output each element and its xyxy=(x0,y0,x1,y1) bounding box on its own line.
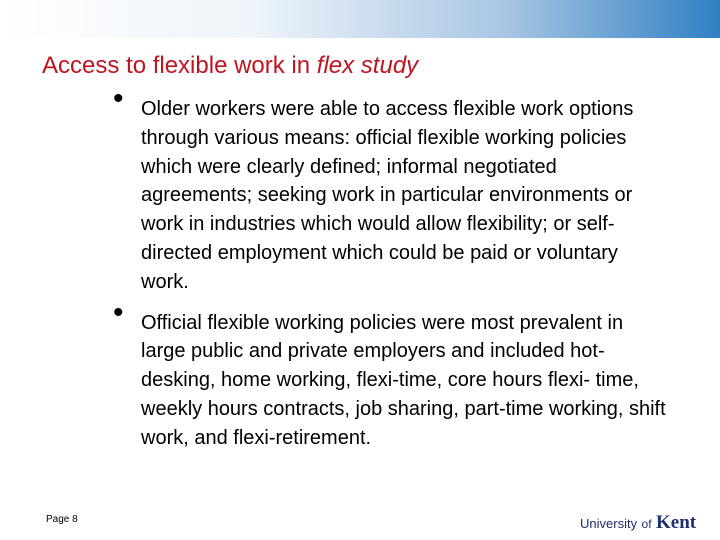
slide-title-main: Access to flexible work in xyxy=(42,52,317,79)
bullet-item xyxy=(110,82,670,297)
bullet-dot-icon: • xyxy=(113,82,124,115)
slide-title xyxy=(42,52,418,80)
header-gradient-band xyxy=(0,0,720,38)
page-number: Page 8 xyxy=(46,514,78,525)
bullet-item xyxy=(110,295,670,453)
university-logo xyxy=(580,512,696,534)
bullet-text: Official flexible working policies were most prevalent in large public and private employers and included hot-desking, home working, flexi-time, core hours flexi- time, weekly hours contracts, job sharing, part-time working, shift work, and flexi-retirement. xyxy=(141,311,666,449)
bullet-text: Older workers were able to access flexible work options through various means: official flexible working policies which were clearly defined; informal negotiated agreements; seeking work in particular environments or work in industries which would allow flexibility; or self-directed employment which could be paid or voluntary work. xyxy=(141,98,634,293)
bullet-dot-icon: • xyxy=(113,295,124,329)
logo-of-text: of xyxy=(641,517,652,531)
slide-title-emphasis: flex study xyxy=(316,52,419,79)
logo-kent-text: Kent xyxy=(656,512,697,533)
logo-university-text: University xyxy=(580,516,638,531)
bullet-list xyxy=(110,82,670,465)
